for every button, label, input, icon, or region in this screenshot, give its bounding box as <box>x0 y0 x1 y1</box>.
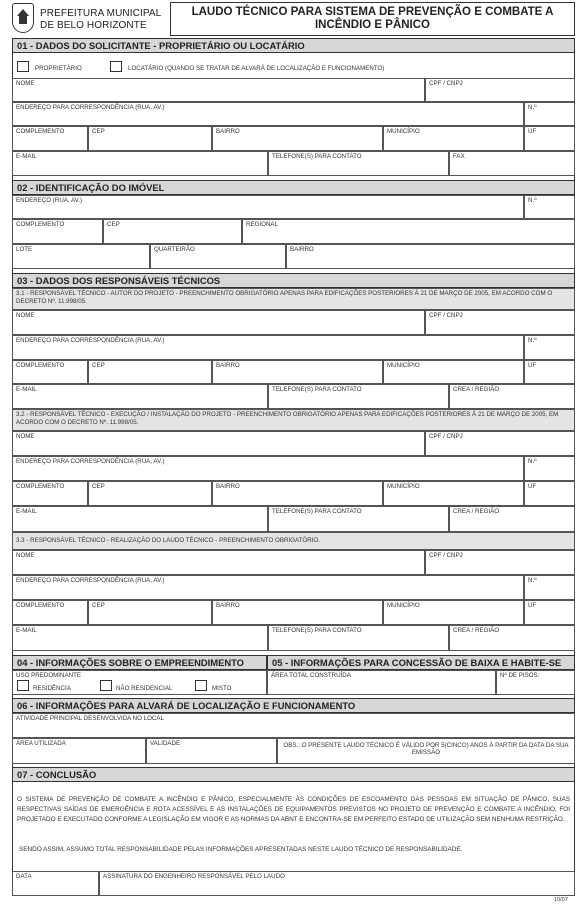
s032-cep-field[interactable]: CEP <box>88 481 212 506</box>
locatario-label: LOCATÁRIO (QUANDO SE TRATAR DE ALVARÁ DE LOCALIZAÇÃO E FUNCIONAMENTO) <box>128 65 385 72</box>
s031-telefone-field[interactable]: TELEFONE(S) PARA CONTATO <box>268 384 449 409</box>
s033-telefone-field[interactable]: TELEFONE(S) PARA CONTATO <box>268 625 449 651</box>
form-title-line1: LAUDO TÉCNICO PARA SISTEMA DE PREVENÇÃO E COMBATE A <box>191 6 554 18</box>
s01-email-field[interactable]: E-MAIL <box>12 151 268 176</box>
s031-note: 3.1 - RESPONSÁVEL TÉCNICO - AUTOR DO PROJETO - PREENCHIMENTO OBRIGATÓRIO APENAS PARA EDIFICAÇÕES POSTERIORES À 21 DE MARÇO DE 2005, EM ACORDO COM O DECRETO Nº. 11.998/05. <box>12 288 575 310</box>
form-title <box>170 2 575 36</box>
s06-area-utilizada-field[interactable]: ÁREA UTILIZADA <box>12 738 146 764</box>
s031-email-field[interactable]: E-MAIL <box>12 384 268 409</box>
s01-telefone-field[interactable]: TELEFONE(S) PARA CONTATO <box>268 151 449 176</box>
s032-numero-field[interactable]: N.º <box>524 456 575 481</box>
s02-numero-field[interactable]: N.º <box>524 195 575 219</box>
s06-atividade-field[interactable]: ATIVIDADE PRINCIPAL DESENVOLVIDA NO LOCAL <box>12 713 575 738</box>
s031-bairro-field[interactable]: BAIRRO <box>212 360 383 384</box>
conclusion-paragraph: O SISTEMA DE PREVENÇÃO DE COMBATE A INCÊNDIO E PÂNICO, ESPECIALMENTE ÀS CONDIÇÕES DE ESCOAMENTO DAS PESSOAS EM SITUAÇÃO DE PÂNICO, SUAS RESPECTIVAS SAÍDAS DE EMERGÊNCIA E ROTA ACESSÍVEL E AS INSTALAÇÕES DE EQUIPAMENTOS PREVISTOS NO PROJETO DE PREVENÇÃO E COMBATE A INCÊNDIO, FOI PROJETADO E EXECUTADO CONFORME A LEGISLAÇÃO EM VIGOR E AS NORMAS DA ABNT E ENCONTRA-SE EM PERFEITO ESTADO DE UTILIZAÇÃO SEM NENHUMA RESTRIÇÃO. <box>17 796 570 823</box>
s02-complemento-field[interactable]: COMPLEMENTO <box>12 219 103 244</box>
form-title-line2: INCÊNDIO E PÂNICO <box>314 19 430 31</box>
s01-municipio-field[interactable]: MUNICÍPIO <box>383 126 524 151</box>
s031-cpf-field[interactable]: CPF / CNPJ <box>425 310 575 335</box>
s032-cpf-field[interactable]: CPF / CNPJ <box>425 431 575 456</box>
s033-complemento-field[interactable]: COMPLEMENTO <box>12 600 88 625</box>
s01-uf-field[interactable]: UF <box>524 126 575 151</box>
proprietario-label: PROPRIETÁRIO <box>35 65 82 72</box>
city-logo <box>10 3 165 36</box>
s031-uf-field[interactable]: UF <box>524 360 575 384</box>
s033-numero-field[interactable]: N.º <box>524 575 575 600</box>
form-revision: 10/07 <box>554 897 568 903</box>
section-02-header: 02 - IDENTIFICAÇÃO DO IMÓVEL <box>12 180 575 195</box>
s033-uf-field[interactable]: UF <box>524 600 575 625</box>
s031-complemento-field[interactable]: COMPLEMENTO <box>12 360 88 384</box>
s031-endereco-field[interactable]: ENDEREÇO PARA CORRESPONDÊNCIA (RUA, AV.) <box>12 335 524 360</box>
section-03-header: 03 - DADOS DOS RESPONSÁVEIS TÉCNICOS <box>12 273 575 288</box>
s01-complemento-field[interactable]: COMPLEMENTO <box>12 126 88 151</box>
misto-checkbox[interactable] <box>195 680 207 691</box>
s032-uf-field[interactable]: UF <box>524 481 575 506</box>
s033-cpf-field[interactable]: CPF / CNPJ <box>425 550 575 575</box>
proprietario-checkbox[interactable] <box>17 61 29 72</box>
s01-cpf-field[interactable]: CPF / CNPJ <box>425 78 575 102</box>
s032-endereco-field[interactable]: ENDEREÇO PARA CORRESPONDÊNCIA (RUA, AV.) <box>12 456 524 481</box>
s01-bairro-field[interactable]: BAIRRO <box>212 126 383 151</box>
s07-assinatura-field[interactable]: ASSINATURA DO ENGENHEIRO RESPONSÁVEL PELO LAUDO <box>99 871 575 896</box>
s06-obs-note: OBS.: O PRESENTE LAUDO TÉCNICO É VÁLIDO POR 5(CINCO) ANOS À PARTIR DA DATA DA SUA EMISSÃO <box>277 738 575 764</box>
s032-municipio-field[interactable]: MUNICÍPIO <box>383 481 524 506</box>
s033-note: 3.3 - RESPONSÁVEL TÉCNICO - REALIZAÇÃO DO LAUDO TÉCNICO - PREENCHIMENTO OBRIGATÓRIO. <box>12 532 575 550</box>
s032-telefone-field[interactable]: TELEFONE(S) PARA CONTATO <box>268 506 449 532</box>
s02-cep-field[interactable]: CEP <box>103 219 242 244</box>
s033-bairro-field[interactable]: BAIRRO <box>212 600 383 625</box>
section-07-header: 07 - CONCLUSÃO <box>12 767 575 782</box>
locatario-checkbox[interactable] <box>110 61 122 72</box>
s01-endereco-field[interactable]: ENDEREÇO PARA CORRESPONDÊNCIA (RUA, AV.) <box>12 102 524 126</box>
s032-crea-field[interactable]: CREA / REGIÃO <box>449 506 575 532</box>
s032-nome-field[interactable]: NOME <box>12 431 425 456</box>
s033-crea-field[interactable]: CREA / REGIÃO <box>449 625 575 651</box>
s01-nome-field[interactable]: NOME <box>12 78 425 102</box>
s033-email-field[interactable]: E-MAIL <box>12 625 268 651</box>
logo-text-line2: DE BELO HORIZONTE <box>40 20 147 31</box>
s031-cep-field[interactable]: CEP <box>88 360 212 384</box>
logo-text-line1: PREFEITURA MUNICIPAL <box>40 8 162 19</box>
nao-residencial-checkbox[interactable] <box>100 680 112 691</box>
s02-regional-field[interactable]: REGIONAL <box>242 219 575 244</box>
section-06-header: 06 - INFORMAÇÕES PARA ALVARÁ DE LOCALIZAÇÃO E FUNCIONAMENTO <box>12 698 575 713</box>
s033-endereco-field[interactable]: ENDEREÇO PARA CORRESPONDÊNCIA (RUA, AV.) <box>12 575 524 600</box>
misto-label: MISTO <box>212 685 232 692</box>
s01-cep-field[interactable]: CEP <box>88 126 212 151</box>
s02-lote-field[interactable]: LOTE <box>12 244 150 269</box>
s031-municipio-field[interactable]: MUNICÍPIO <box>383 360 524 384</box>
s032-complemento-field[interactable]: COMPLEMENTO <box>12 481 88 506</box>
s033-cep-field[interactable]: CEP <box>88 600 212 625</box>
s01-numero-field[interactable]: N.º <box>524 102 575 126</box>
conclusion-statement: SENDO ASSIM, ASSUMO TOTAL RESPONSABILIDADE PELAS INFORMAÇÕES APRESENTADAS NESTE LAUDO TÉCNICO DE RESPONSABILIDADE. <box>19 846 463 853</box>
coat-of-arms-icon <box>12 3 34 33</box>
s033-nome-field[interactable]: NOME <box>12 550 425 575</box>
s031-numero-field[interactable]: N.º <box>524 335 575 360</box>
s032-note: 3.2 - RESPONSÁVEL TÉCNICO - EXECUÇÃO / INSTALAÇÃO DO PROJETO - PREENCHIMENTO OBRIGATÓRIO APENAS PARA EDIFICAÇÕES POSTERIORES À 21 DE MARÇO DE 2005, EM ACORDO COM O DECRETO Nº. 11.998/05. <box>12 409 575 431</box>
s06-validade-field[interactable]: VALIDADE <box>146 738 277 764</box>
s02-endereco-field[interactable]: ENDEREÇO (RUA, AV.) <box>12 195 524 219</box>
residencia-checkbox[interactable] <box>17 680 29 691</box>
s07-data-field[interactable]: DATA <box>12 871 99 896</box>
s02-quarteirao-field[interactable]: QUARTEIRÃO <box>150 244 286 269</box>
s032-bairro-field[interactable]: BAIRRO <box>212 481 383 506</box>
s031-crea-field[interactable]: CREA / REGIÃO <box>449 384 575 409</box>
section-04-header: 04 - INFORMAÇÕES SOBRE O EMPREENDIMENTO <box>12 655 267 670</box>
s01-fax-field[interactable]: FAX <box>449 151 575 176</box>
s031-nome-field[interactable]: NOME <box>12 310 425 335</box>
residencia-label: RESIDÊNCIA <box>33 685 71 692</box>
s033-municipio-field[interactable]: MUNICÍPIO <box>383 600 524 625</box>
s032-email-field[interactable]: E-MAIL <box>12 506 268 532</box>
s02-bairro-field[interactable]: BAIRRO <box>286 244 575 269</box>
s05-area-total-field[interactable]: ÁREA TOTAL CONSTRUÍDA <box>267 670 496 695</box>
nao-residencial-label: NÃO RESIDENCIAL <box>116 685 173 692</box>
s04-uso-label: USO PREDOMINANTE <box>16 672 81 679</box>
section-01-header: 01 - DADOS DO SOLICITANTE - PROPRIETÁRIO OU LOCATÁRIO <box>12 38 575 53</box>
s05-pisos-field[interactable]: Nº DE PISOS: <box>496 670 575 695</box>
section-05-header: 05 - INFORMAÇÕES PARA CONCESSÃO DE BAIXA E HABITE-SE <box>267 655 575 670</box>
